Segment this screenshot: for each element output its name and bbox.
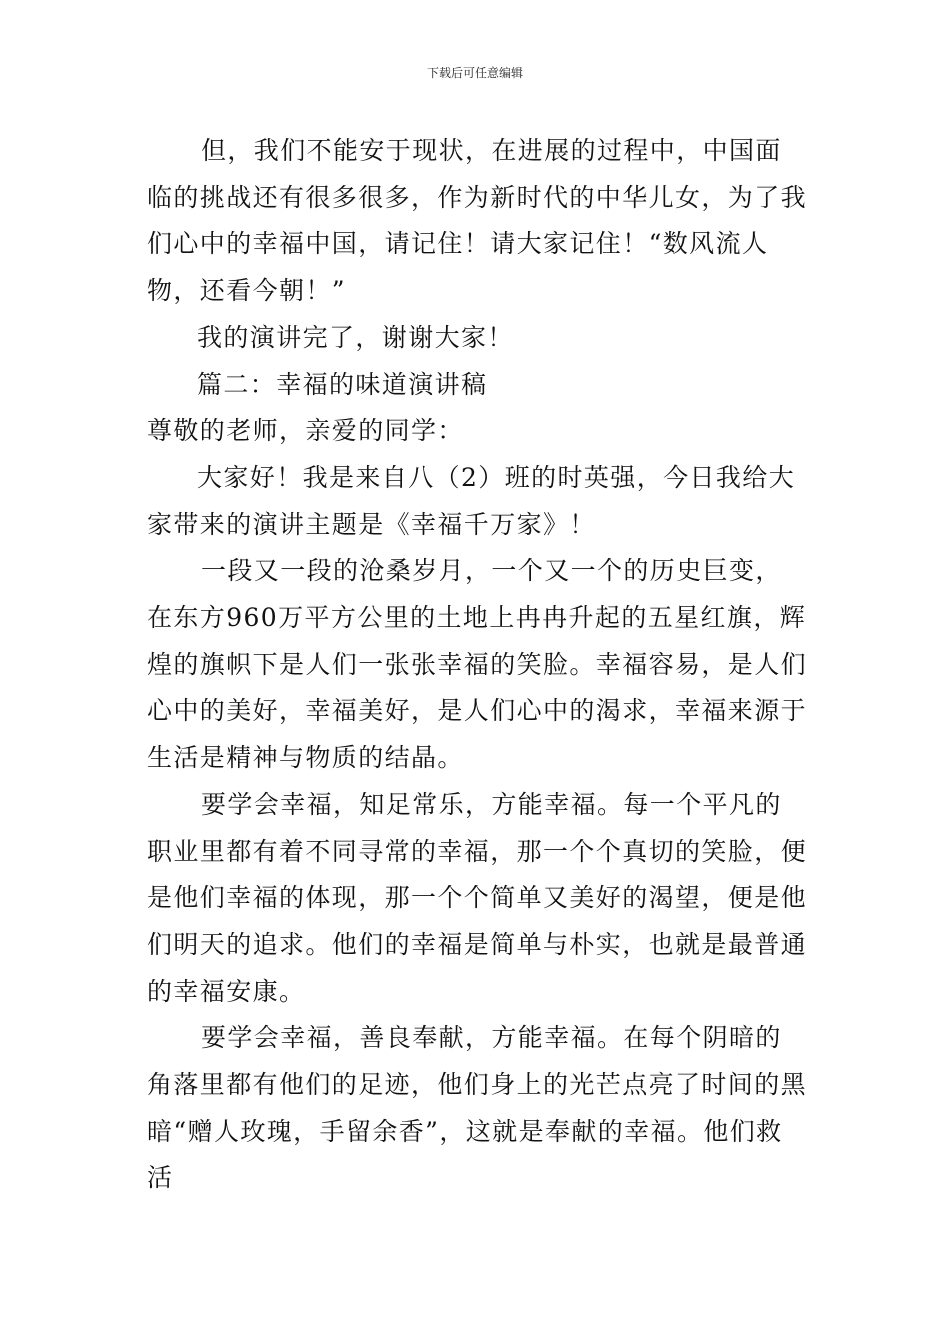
paragraph-greeting: 大家好！我是来自八（2）班的时英强，今日我给大家带来的演讲主题是《幸福千万家》！: [147, 462, 796, 539]
paragraph-salutation: 尊敬的老师，亲爱的同学：: [147, 416, 464, 446]
paragraph-thanks: 我的演讲完了，谢谢大家！: [197, 322, 514, 352]
page-header: 下载后可任意编辑: [426, 66, 523, 80]
paragraph-history: 一段又一段的沧桑岁月，一个又一个的历史巨变，在东方960万平方公里的土地上冉冉升起的五星红旗，辉煌的旗帜下是人们一张张幸福的笑脸。幸福容易，是人们心中的美好，幸福美好，是人们心中的渴求，幸福来源于生活是精神与物质的结晶。: [147, 556, 808, 773]
paragraph-contentment: 要学会幸福，知足常乐，方能幸福。每一个平凡的职业里都有着不同寻常的幸福，那一个个真切的笑脸，便是他们幸福的体现，那一个个简单又美好的渴望，便是他们明天的追求。他们的幸福是简单与朴实，也就是最普通的幸福安康。: [147, 789, 808, 1006]
document-body: [147, 128, 807, 1202]
paragraph-dedication: 要学会幸福，善良奉献，方能幸福。在每个阴暗的角落里都有他们的足迹，他们身上的光芒点亮了时间的黑暗“赠人玫瑰，手留余香”，这就是奉献的幸福。他们救活: [147, 1023, 808, 1193]
section-title: 篇二：幸福的味道演讲稿: [197, 369, 488, 399]
paragraph-closing-statement: 但，我们不能安于现状，在进展的过程中，中国面临的挑战还有很多很多，作为新时代的中华儿女，为了我们心中的幸福中国，请记住！请大家记住！“数风流人物，还看今朝！”: [147, 136, 808, 306]
